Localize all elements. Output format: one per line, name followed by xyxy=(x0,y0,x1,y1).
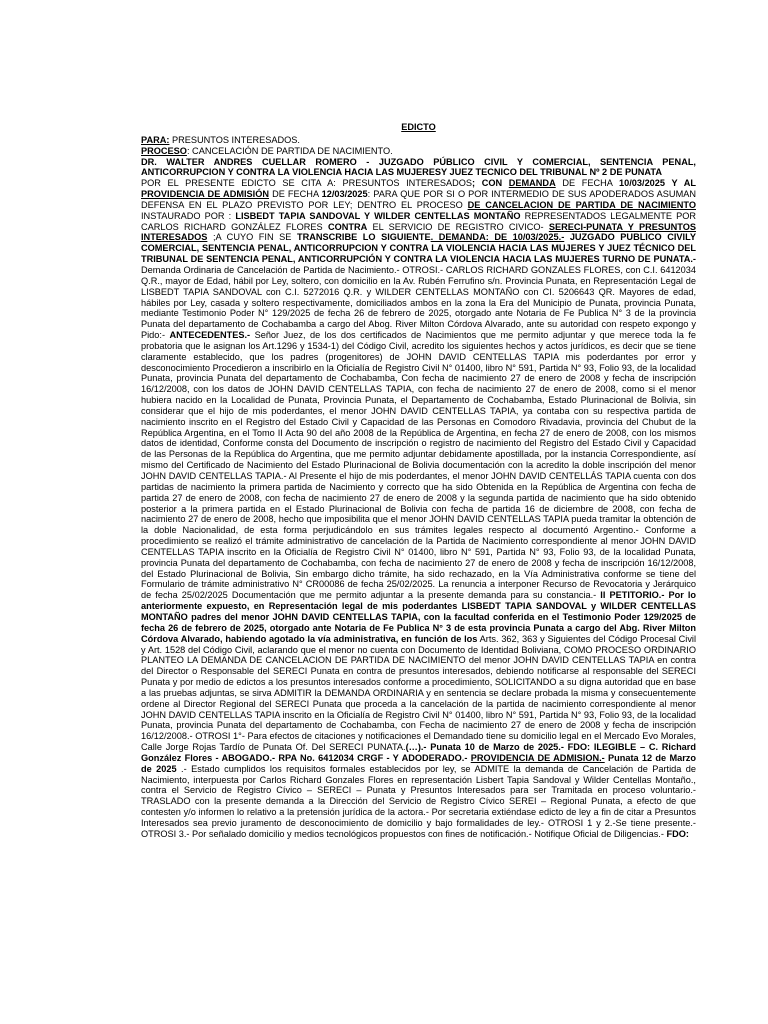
text-run: PROVIDENCIA DE ADMISIÓN xyxy=(141,189,269,200)
text-run: Arts. 362, 363 y Siguientes del Código Procesal Civil y Art. 1528 del Código Civil, aclarando que el menor no cuenta con Documento de Identidad Boliviana, COMO PROCESO ORDINARIO PLANTEO LA DEMANDA DE CANCELACION DE PARTIDA DE NACIMIENTO del menor JOHN DAVID CENTELLAS TAPIA en contra del Director o Responsable del SERECI Punata en contra de presuntos interesados, debiendo notificarse al responsable del SERECI Punata y por medio de edictos a los presuntos interesados conforme a procedimiento, SOLICITANDO a su digna autoridad que en base a las pruebas adjuntas, se sirva ADMITIR la DEMANDA ORDINARIA y en sentencia se declare probada la misma y consecuentemente ordene al Director Regional del SERECI Punata que proceda a la cancelación de la partida de nacimiento correspondiente al menor JOHN DAVID CENTELLAS TAPIA inscrito en la Oficialía de Registro Civil N° 01400, libro N° 591, Partida N° 93, Folio 93, de la localidad Punata, provincia Punata del departamento de Cochabamba, con Fecha de nacimiento 27 de enero de 2008 y fecha de inscripción 16/12/2008.- OTROSI 1°- Para efectos de citaciones y notificaciones el Demandado tiene su domicilio legal en el Mercado Evo Morales, Calle Jorge Rojas Tardío de Punata Of. Del SERECI PUNATA. xyxy=(141,633,696,753)
text-run: POR EL PRESENTE EDICTO SE CITA A: PRESUNTOS INTERESADOS xyxy=(141,178,472,189)
text-run: : PARA QUE POR SI O POR INTERMEDIO DE SUS APODERADOS ASUMAN DEFENSA EN EL PLAZO PREVISTO POR LEY; DENTRO EL PROCESO xyxy=(141,189,696,210)
text-run: ANTECEDENTES.- xyxy=(169,330,251,341)
edict-document xyxy=(141,122,696,840)
proceso-label: PROCESO xyxy=(141,145,187,156)
text-run: CONTRA xyxy=(327,221,368,232)
text-run: INSTAURADO POR : xyxy=(141,210,236,221)
para-value: PRESUNTOS INTERESADOS. xyxy=(169,134,300,145)
proceso-line xyxy=(141,146,696,157)
text-run: 10/03/2025 Y AL xyxy=(619,178,696,189)
text-run: ;A CUYO FIN SE xyxy=(207,232,297,243)
para-line xyxy=(141,135,696,146)
para-label: PARA: xyxy=(141,134,170,145)
text-run: DEMANDA xyxy=(508,178,556,189)
text-run: JUZGADO PUBLICO CIVILY COMERCIAL, SENTENCIA PENAL, ANTICORRUPCION Y CONTRA LA VIOLENCIA HACIA LAS MUJERES Y JUEZ TÉCNICO DEL TRIBUNAL DE SENTENCIA PENAL, ANTICORRUPCIÓN Y CONTRA LA VIOLENCIA HACIA LAS MUJERES TURNO DE PUNATA.- xyxy=(141,232,696,265)
text-run: (…).- Punata 10 de Marzo de 2025.- FDO: ILEGIBLE – C. Richard González Flores - ABOGADO.- RPA No. 6412034 CRGF - Y ADODERADO.- xyxy=(141,742,696,763)
text-run: Señor Juez, de los dos certificados de Nacimientos que me permito adjuntar y que merece toda la fe probatoria que le asignan los Art.1296 y 1534-1) del Código Civil, acredito los siguientes hechos y actos jurídicos, es decir que se tiene claramente establecido, que los padres (progenitores) de JOHN DAVID CENTELLAS TAPIA mis poderdantes por error y desconocimiento Procedieron a inscribirlo en la Oficialía de Registro Civil N° 01400, libro N° 591, Partida N° 93, Folio 93, de la localidad Punata, provincia Punata del departamento de Cochabamba, Con fecha de nacimiento 27 de enero de 2008 y fecha de inscripción 16/12/2008, con los datos de JOHN DAVID CENTELLAS TAPIA, con fecha de nacimiento 27 de enero de 2008, como si el menor hubiera nacido en la Localidad de Punata, Provincia Punata, el Departamento de Cochabamba, Estado Plurinacional de Bolivia, sin considerar que el hijo de mis poderdantes, el menor JOHN DAVID CENTELLAS TAPIA, ya contaba con su respectiva partida de nacimiento inscrito en el Registro del Estado Civil y Capacidad de las Personas en Comodoro Rivadavia, provincia del Chubut de la República Argentina, en el Tomo II Acta 90 del año 2008 de la República de Argentina, en fecha 27 de enero de 2008, con los mismos datos de identidad, Conforme consta del Documento de inscripción o registro de nacimiento del Registro del Estado Civil y Capacidad de las Personas de la República do Argentina, que me permito adjuntar debidamente apostillada, por la instancia Correspondiente, así mismo del Certificado de Nacimiento del Estado Plurinacional de Bolivia documentación con la acredito la doble inscripción del menor JOHN DAVID CENTELLAS TAPIA.- Al Presente el hijo de mis poderdantes, el menor JOHN DAVID CENTELLÁS TAPIA cuenta con dos partidas de nacimiento la primera partida de Nacimiento y correcto que ha sido Obtenida en la República de Argentina con fecha de partida 27 de enero de 2008, con fecha de nacimiento 27 de enero de 2008 y la segunda partida de nacimiento que ha sido obtenido posterior a la primera partida en el Estado Plurinacional de Bolivia con fecha de partida 16 de diciembre de 2008, con fecha de nacimiento 27 de enero de 2008, hecho que imposibilita que el menor JOHN DAVID CENTELLAS TAPIA pueda tramitar la obtención de la doble Nacionalidad, de esta forma perjudicándolo en sus trámites legales respecto al documentó Argentino.- Conforme a procedimiento se realizó el trámite administrativo de cancelación de la Partida de Nacimiento correspondiente al menor JOHN DAVID CENTELLAS TAPIA inscrito en la Oficialía de Registro Civil N° 01400, libro N° 591, Partida N° 93, Folio 93, de la localidad Punata, provincia Punata del departamento de Cochabamba, con fecha de nacimiento 27 de enero de 2008 y fecha de inscripción 16/12/2008, del Estado Plurinacional de Bolivia, Sin embargo dicho trámite, ha sido rechazado, en la Vía Administrativa conforme se tiene del Formulario de trámite administrativo N° CR00086 de fecha 25/02/2025. La renuncia a interponer Recurso de Revocatoria y Jerárquico de fecha 25/02/2025 Documentación que me permito adjuntar a la presente demanda para su constancia.- xyxy=(141,330,696,601)
document-title: EDICTO xyxy=(401,122,436,132)
text-run: II PETITORIO.- Por lo anteriormente expuesto, en Representación legal de mis poderdantes LISBEDT TAPIA SANDOVAL y WILDER CENTELLAS MONTAÑO padres del menor JOHN DAVID CENTELLAS TAPIA, con la facultad conferida en el Testimonio Poder 129/2025 de fecha 26 de febrero de 2025, otorgado ante Notaria de Fe Publica N° 3 de esta provincia Punata a cargo del Abg. River Milton Córdova Alvarado, habiendo agotado la vía administrativa, en función de los xyxy=(141,590,697,644)
text-run: Demanda Ordinaria de Cancelación de Partida de Nacimiento.- OTROSI.- CARLOS RICHARD GONZALES FLORES, con C.I. 6412034 Q.R., mayor de Edad, hábil por Ley, soltero, con domicilio en la Av. Rubén Ferrufino s/n. Provincia Punata, en Representación Legal de LISBEDT TAPIA SANDOVAL con C.I. 5272016 Q.R. y WILDER CENTELLAS MONTAÑO con CI. 5206643 QR. Mayores de edad, hábiles por Ley, casada y soltero respectivamente, domiciliados ambos en la zona la Era del Municipio de Punata, provincia Punata, mediante Testimonio Poder N° 129/2025 de fecha 26 de febrero de 2025, otorgado ante Notaria de Fe Publica N° 3 de la provincia Punata del departamento de Cochabamba a cargo del Abog. River Milton Córdova Alvarado, ante su autoridad con respeto expongo y Pido:- xyxy=(141,264,696,341)
proceso-value: : CANCELACIÓN DE PARTIDA DE NACIMIENTO. xyxy=(186,145,393,156)
text-run: DE FECHA xyxy=(269,189,322,200)
text-run: LISBEDT TAPIA SANDOVAL Y WILDER CENTELLAS MONTAÑO xyxy=(235,210,521,221)
text-run: ; CON xyxy=(472,178,509,189)
text-run: REPRESENTADOS LEGALMENTE POR CARLOS RICHARD GONZÁLEZ FLORES xyxy=(141,210,697,232)
text-run: .- Estado cumplidos los requisitos formales establecidos por ley, se ADMITE la demanda de Cancelación de Partida de Nacimiento, interpuesta por Carlos Richard Gonzales Flores en representación Lisbert Tapia Sandoval y Wilder Centellas Montaño., contra el Servicio de Registro Cívico – SERECI – Punata y Presuntos Interesados para ser Tramitada en proceso voluntario.- TRASLADO con la presente demanda a la Dirección del Servicio de Registro Cívico SEREI – Regional Punata, a efecto de que contesten y/o informen lo relativo a la pretensión jurídica de la actora.- Por secretaria extiéndase edicto de ley a fin de citar a Presuntos Interesados sea previo juramento de desconocimiento de domicilio y bajo formalidades de ley.- OTROSI 1 y 2.-Se tiene presente.- OTROSI 3.- Por señalado domicilio y medios tecnológicos propuestos con fines de notificación.- Notifique Oficial de Diligencias.- xyxy=(141,763,697,839)
text-run: . DEMANDA: DE 10/03/2025.- xyxy=(430,232,565,243)
text-run: 12/03/2025 xyxy=(321,189,368,200)
text-run: EL SERVICIO DE REGISTRO CIVICO- xyxy=(367,221,549,232)
text-run: DE CANCELACION DE PARTIDA DE NACIMIENTO xyxy=(467,199,696,210)
text-run: Punata 12 de Marzo de 2025 xyxy=(141,752,696,774)
judge-heading: DR. WALTER ANDRES CUELLAR ROMERO - JUZGADO PÚBLICO CIVIL Y COMERCIAL, SENTENCIA PENAL, ANTICORRUPCION Y CONTRA LA VIOLENCIA HACIA LAS MUJERESY JUEZ TECNICO DEL TRIBUNAL Nº 2 DE PUNATA xyxy=(141,156,696,178)
text-run: TRANSCRIBE LO SIGUIENTE xyxy=(296,232,431,243)
text-run: SERECI-PUNATA Y PRESUNTOS INTERESADOS xyxy=(141,221,697,243)
body-paragraph xyxy=(141,178,696,839)
text-run: PROVIDENCIA DE ADMISION.- xyxy=(470,752,605,763)
text-run: FDO: xyxy=(666,828,689,839)
text-run: DE FECHA xyxy=(555,178,620,189)
